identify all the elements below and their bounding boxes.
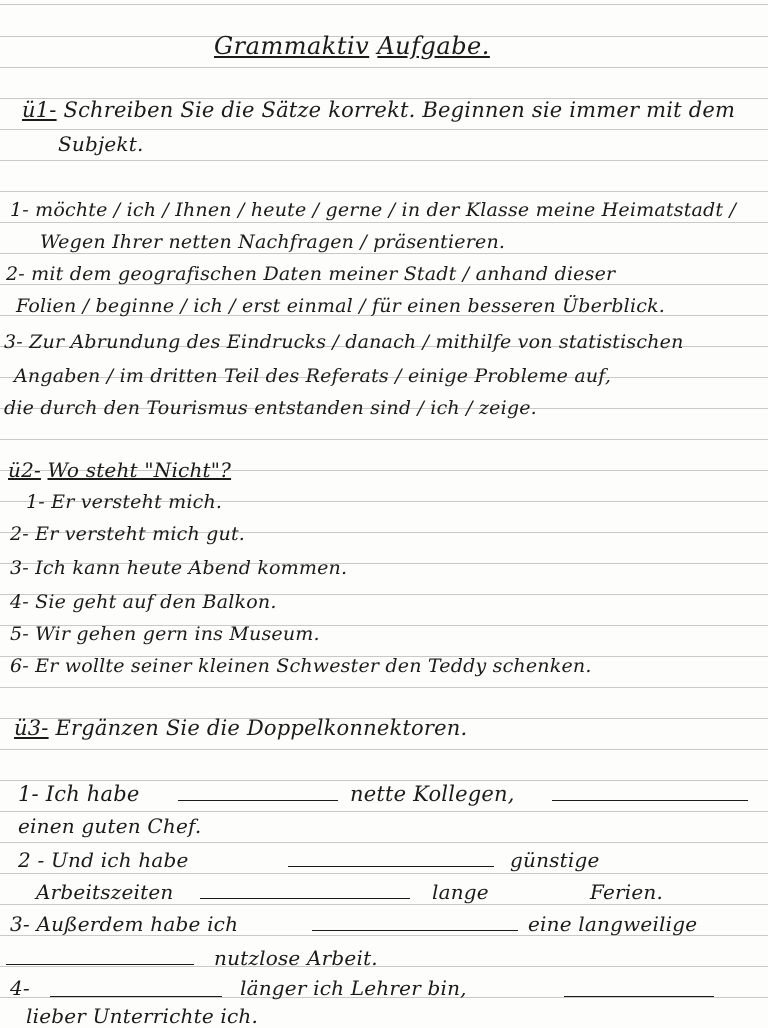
exercise-2-line: 2- Er versteht mich gut. [10,523,246,545]
exercise-2-heading-text: Wo steht "Nicht"? [47,458,232,482]
exercise-1-line: Wegen Ihrer netten Nachfragen / präsentieren. [40,231,506,253]
exercise-3-item-1-middle: nette Kollegen, [350,782,515,806]
exercise-1-line: 2- mit dem geografischen Daten meiner Stadt / anhand dieser [6,263,616,285]
exercise-3-item-4-start: 4- [10,976,30,1000]
exercise-1-line: Angaben / im dritten Teil des Referats / einige Probleme auf, [14,365,612,387]
exercise-3-label: ü3- [14,716,49,740]
exercise-3-item-3-start: 3- Außerdem habe ich [10,912,239,936]
exercise-1-line: die durch den Tourismus entstanden sind / ich / zeige. [4,397,537,419]
exercise-3-item-2-end: Ferien. [590,880,664,904]
exercise-3-item-2-word: Arbeitszeiten [36,880,174,904]
blank-line[interactable] [288,866,494,867]
exercise-3-heading-text: Ergänzen Sie die Doppelkonnektoren. [55,716,468,740]
exercise-2-heading [8,458,231,482]
exercise-3-item-3-middle: eine langweilige [528,912,698,936]
exercise-1-instruction [22,98,735,122]
exercise-2-line: 6- Er wollte seiner kleinen Schwester den Teddy schenken. [10,655,592,677]
blank-line[interactable] [6,964,194,965]
title-word-grammaktiv: Grammaktiv [214,32,370,60]
exercise-1-label: ü1- [22,98,57,122]
title-word-aufgabe: Aufgabe. [377,32,490,60]
exercise-2-line: 1- Er versteht mich. [26,491,223,513]
exercise-1-instruction-cont: Subjekt. [58,132,144,156]
exercise-1-line: 3- Zur Abrundung des Eindrucks / danach / mithilfe von statistischen [4,331,684,353]
exercise-3-item-1-start: 1- Ich habe [18,782,140,806]
exercise-3-item-2-start: 2 - Und ich habe [18,848,189,872]
exercise-2-line: 5- Wir gehen gern ins Museum. [10,623,320,645]
blank-line[interactable] [200,898,410,899]
exercise-2-line: 3- Ich kann heute Abend kommen. [10,557,348,579]
exercise-3-item-4-middle: länger ich Lehrer bin, [240,976,467,1000]
exercise-3-item-4-end: lieber Unterrichte ich. [26,1004,259,1028]
blank-line[interactable] [50,996,222,997]
exercise-3-item-2-word: lange [432,880,489,904]
exercise-1-line: 1- möchte / ich / Ihnen / heute / gerne / in der Klasse meine Heimatstadt / [10,199,737,221]
exercise-3-item-2-word: günstige [510,848,600,872]
blank-line[interactable] [178,800,338,801]
blank-line[interactable] [564,996,714,997]
exercise-2-label: ü2- [8,458,41,482]
exercise-3-item-1-end: einen guten Chef. [18,814,202,838]
exercise-1-line: Folien / beginne / ich / erst einmal / für einen besseren Überblick. [16,295,666,317]
exercise-3-heading [14,716,467,740]
exercise-2-line: 4- Sie geht auf den Balkon. [10,591,277,613]
exercise-3-item-3-end: nutzlose Arbeit. [214,946,378,970]
blank-line[interactable] [312,930,518,931]
exercise-1-instruction-text: Schreiben Sie die Sätze korrekt. Beginnen sie immer mit dem [63,98,736,122]
blank-line[interactable] [552,800,748,801]
worksheet-title [214,34,490,58]
